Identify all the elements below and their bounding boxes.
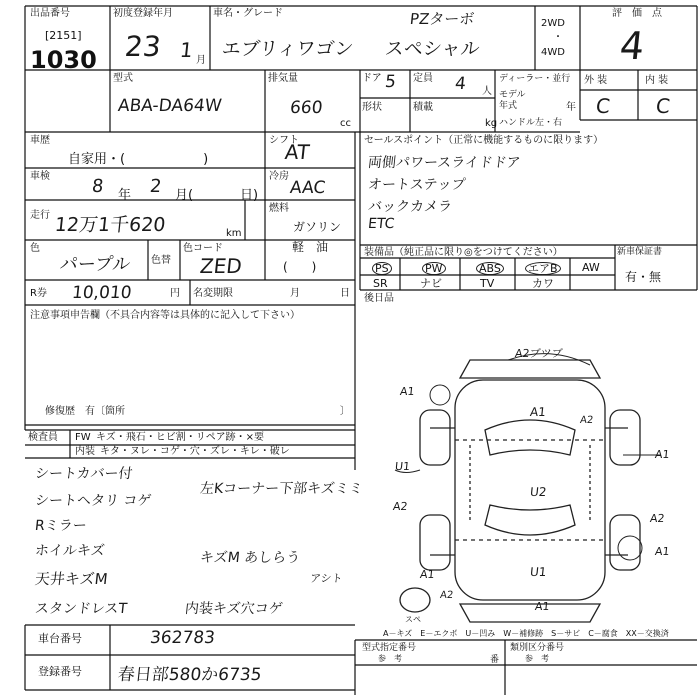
yen-unit: 円 <box>170 288 180 299</box>
equip-sr: SR <box>373 277 388 290</box>
inspect-year: 8 <box>90 176 105 197</box>
fuel-diesel: 軽 油 <box>292 240 329 254</box>
model-type-ref: 参 考 <box>378 654 402 663</box>
ac-value: AAC <box>288 178 327 198</box>
class-label: 類別区分番号 <box>510 643 565 653</box>
inspect-month-unit: 月( <box>175 188 194 203</box>
equip-tv: TV <box>480 277 495 290</box>
inspector-note-10: 内装キズ穴コゲ <box>184 601 284 617</box>
model-special: スペシャル <box>383 38 481 60</box>
door-label: ドア <box>362 73 382 84</box>
later-items-label: 後日品 <box>364 293 394 304</box>
inspector-label: 検査員 <box>28 432 58 443</box>
equipment-label: 装備品（純正品に限り◎をつけてください） <box>364 247 563 258</box>
equip-pw: PW <box>422 262 446 275</box>
score-value: 4 <box>617 24 647 68</box>
equip-aw: AW <box>582 261 600 274</box>
inspect-day: 日) <box>240 188 259 203</box>
shift-value: AT <box>283 140 311 164</box>
fuel-label: 燃料 <box>269 203 289 214</box>
handle-value: 左・右 <box>535 118 563 128</box>
dmg-label-12: A1 <box>534 600 551 613</box>
sales-point-3: バックカメラ <box>367 199 453 215</box>
inspector-note-2: 左Kコーナー下部キズミミ <box>199 481 364 497</box>
equip-navi: ナビ <box>420 277 442 290</box>
reg-label: 登録番号 <box>38 665 82 678</box>
recycle-value: 10,010 <box>70 283 133 303</box>
damage-marks <box>395 354 660 560</box>
inspect-month: 2 <box>148 176 163 197</box>
dmg-label-5: A1 <box>654 448 671 461</box>
lot-number: 1030 <box>30 46 97 74</box>
dmg-label-10: A1 <box>654 545 671 558</box>
first-reg-month: 1 <box>178 38 194 62</box>
repair-label: 修復歴 有〔箇所 <box>45 406 125 417</box>
color-change-label: 色替 <box>151 255 171 266</box>
drive-dot: ・ <box>553 32 563 43</box>
fw-label: FW <box>75 432 91 443</box>
inspect-year-unit: 年 <box>118 188 132 203</box>
model-year-label: モデル 年式 <box>499 90 526 111</box>
dealer-label: ディーラー・並行 <box>499 74 571 84</box>
int-label: 内 装 <box>645 75 669 86</box>
year-unit: 年 <box>566 102 576 113</box>
ext-value: C <box>594 94 612 118</box>
inspector-note-4: Rミラー <box>34 518 88 534</box>
dmg-label-1: A1 <box>399 385 416 398</box>
dmg-label-3: A1 <box>529 405 547 419</box>
history-label: 車歴 <box>30 135 50 146</box>
fuel-gasoline: ガソリン <box>293 220 342 234</box>
fw-items: キズ・飛石・ヒビ割・リペア跡・×要 <box>96 432 264 443</box>
dmg-label-13: A2 <box>439 590 454 601</box>
dmg-label-6: U2 <box>529 485 548 499</box>
class-ref: 参 考 <box>525 654 549 663</box>
shape-label: 形状 <box>362 102 382 113</box>
int-value: C <box>654 94 672 118</box>
warranty-value: 有・無 <box>625 270 662 284</box>
sales-points-label: セールスポイント（正常に機能するものに限ります） <box>364 135 604 146</box>
chassis-value: 362783 <box>148 628 216 648</box>
history-value: 自家用・( ) <box>68 152 209 167</box>
person-unit: 人 <box>482 86 492 97</box>
inspector-note-8: アシト <box>309 572 344 585</box>
type-value: ABA-DA64W <box>116 96 223 116</box>
disp-label: 排気量 <box>268 73 298 84</box>
dmg-label-4: U1 <box>394 460 411 473</box>
lot-sub: [2151] <box>45 29 82 42</box>
chassis-label: 車台番号 <box>38 632 82 645</box>
color-code-label: 色コード <box>183 243 223 254</box>
equip-leather: カワ <box>532 277 554 290</box>
type-label: 型式 <box>113 73 133 84</box>
cap-label: 定員 <box>413 73 433 84</box>
equip-ps: PS <box>372 262 392 275</box>
sales-point-1: 両側パワースライドドア <box>367 155 522 171</box>
name-change-day: 日 <box>340 288 350 299</box>
inspector-note-6: キズM あしらう <box>199 550 301 566</box>
ext-label: 外 装 <box>584 75 608 86</box>
month-suffix: 月 <box>196 55 206 66</box>
recycle-label: R券 <box>30 288 47 299</box>
dmg-label-11: U1 <box>529 565 548 579</box>
inspector-note-9: スタンドレスT <box>34 601 128 617</box>
dmg-label-9: A1 <box>419 568 436 581</box>
first-reg-year: 23 <box>123 30 163 63</box>
dmg-label-2: A2ブツブ <box>514 347 564 360</box>
mileage-value: 12万1千620 <box>53 214 167 236</box>
warranty-label: 新車保証書 <box>617 247 663 257</box>
cap-value: 4 <box>453 74 467 94</box>
equip-airbag: エアB <box>525 262 561 275</box>
handle-label: ハンドル <box>499 118 536 128</box>
dmg-label-7: A2 <box>392 500 409 513</box>
drive-4wd: 4WD <box>541 47 565 58</box>
mileage-label: 走行 <box>30 210 50 221</box>
model-type-label: 型式指定番号 <box>362 643 417 653</box>
reg-value: 春日部580か6735 <box>116 665 263 685</box>
car-diagram <box>400 360 640 622</box>
disp-value: 660 <box>288 98 324 118</box>
dmg-label-15: スペ <box>405 615 421 624</box>
model-label: 車名・グレード <box>213 8 283 19</box>
sales-point-4: ETC <box>367 216 396 232</box>
kg-unit: kg <box>485 118 498 129</box>
load-label: 積載 <box>413 102 433 113</box>
dmg-label-8: A2 <box>649 512 666 525</box>
model-name: エブリィワゴン <box>220 38 355 60</box>
notes-label: 注意事項申告欄（不具合内容等は具体的に記入して下さい） <box>30 310 300 321</box>
ac-label: 冷房 <box>269 171 289 182</box>
score-label: 評 価 点 <box>612 8 662 19</box>
model-grade: PZターボ <box>409 10 476 28</box>
shift-label: シフト <box>269 135 299 146</box>
color-value: パープル <box>58 254 132 275</box>
lot-label: 出品番号 <box>30 8 70 19</box>
first-reg-label: 初度登録年月 <box>113 8 173 19</box>
equip-abs: ABS <box>476 262 504 275</box>
drive-2wd: 2WD <box>541 18 565 29</box>
inspector-note-3: シートヘタリ コゲ <box>34 493 153 509</box>
diagram-legend: A－キズ E－エクボ U－凹み W－補修跡 S－サビ C－腐食 XX－交換済 <box>383 629 669 638</box>
inspector-note-7: 天井キズM <box>34 570 109 588</box>
fuel-other: ( ) <box>283 260 317 274</box>
name-change-month: 月 <box>290 288 300 299</box>
reg-num-suffix: 番 <box>490 655 500 665</box>
door-value: 5 <box>383 72 397 92</box>
dmg-label-14: A2 <box>579 415 594 426</box>
color-label: 色 <box>30 243 40 254</box>
inspect-label: 車検 <box>30 171 50 182</box>
km-unit: km <box>226 228 242 239</box>
inspector-note-1: シートカバー付 <box>34 466 134 482</box>
cc-unit: cc <box>340 118 351 129</box>
repair-close: 〕 <box>340 406 350 417</box>
naisou-items: キタ・ヌレ・コゲ・穴・ズレ・キレ・破レ <box>100 446 290 457</box>
sales-point-2: オートステップ <box>367 177 467 193</box>
inspector-note-5: ホイルキズ <box>34 543 106 559</box>
naisou-label: 内装 <box>75 446 95 457</box>
name-change-label: 名変期限 <box>193 288 233 299</box>
color-code-value: ZED <box>198 254 244 278</box>
